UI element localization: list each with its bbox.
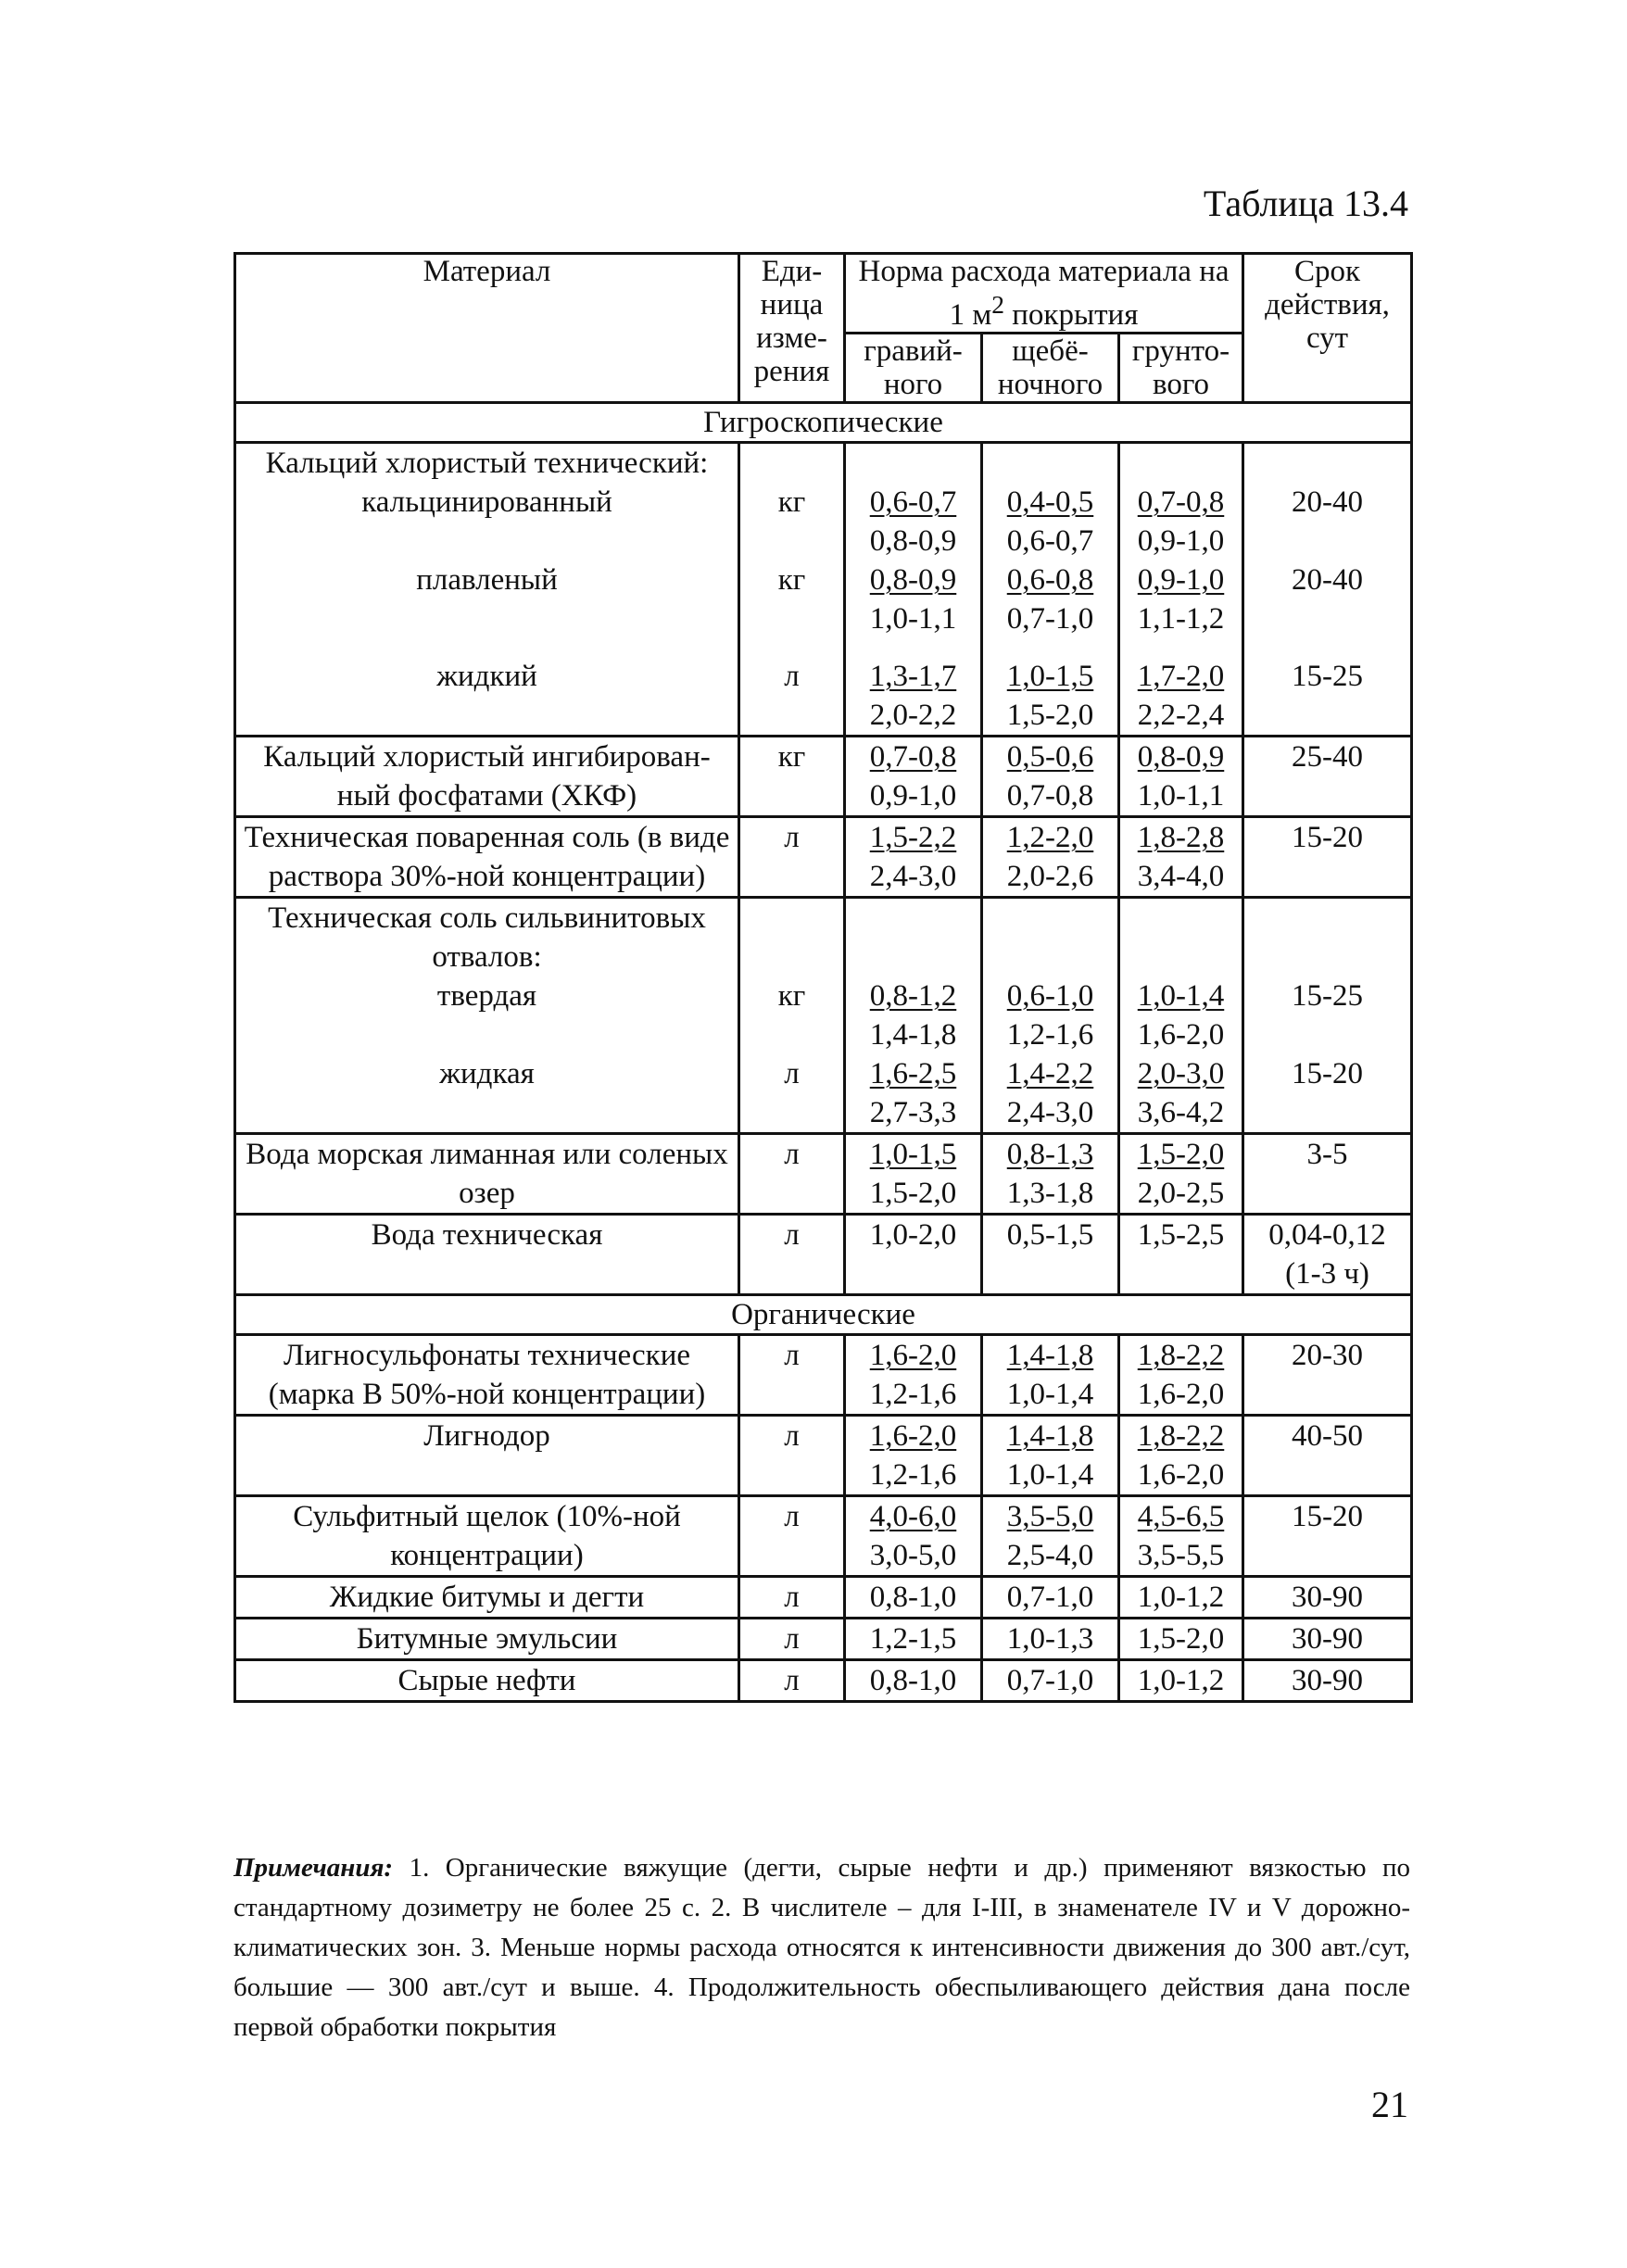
gravel-cell: 0,8-1,0 (845, 1577, 982, 1619)
crushed-cell: 1,4-1,8 1,0-1,4 (982, 1335, 1119, 1416)
unit-cell: кг л (739, 898, 845, 1134)
header-gravel: гравий-ного (845, 334, 982, 403)
gravel-cell: 0,8-1,2 1,4-1,8 1,6-2,5 2,7-3,3 (845, 898, 982, 1134)
crushed-cell: 3,5-5,0 2,5-4,0 (982, 1496, 1119, 1577)
material-cell: Вода техническая (235, 1215, 739, 1295)
material-cell: Лигнодор (235, 1416, 739, 1496)
notes (233, 1848, 1410, 2048)
table-row (235, 898, 1412, 1134)
notes-text: 1. Органические вяжущие (дегти, сырые нефти и др.) применяют вязкостью по стандартному дозиметру не более 25 с. 2. В числителе – для I-III, в знаменателе IV и V дорожно-климатических зон. 3. Меньше нормы расхода относятся к интенсивности движения до 300 авт./сут, большие — 300 авт./сут и выше. 4. Продолжительность обеспыливающего действия дана после первой обработки покрытия (233, 1853, 1410, 2042)
gravel-cell: 1,0-1,5 1,5-2,0 (845, 1134, 982, 1215)
header-ground: грунто-вого (1119, 334, 1243, 403)
material-cell: Вода морская лиманная или соленых озер (235, 1134, 739, 1215)
page-number: 21 (1371, 2084, 1408, 2125)
ground-cell: 1,0-1,4 1,6-2,0 2,0-3,0 3,6-4,2 (1119, 898, 1243, 1134)
material-cell: Жидкие битумы и дегти (235, 1577, 739, 1619)
table-row (235, 1134, 1412, 1215)
crushed-cell: 0,6-1,0 1,2-1,6 1,4-2,2 2,4-3,0 (982, 898, 1119, 1134)
unit-cell: л (739, 1660, 845, 1702)
table-row (235, 817, 1412, 898)
term-cell: 30-90 (1243, 1660, 1412, 1702)
material-cell: Кальций хлористый ингибирован-ный фосфатами (ХКФ) (235, 737, 739, 817)
term-cell: 40-50 (1243, 1416, 1412, 1496)
material-cell: Техническая соль сильвинитовых отвалов: твердая жидкая (235, 898, 739, 1134)
section-organic: Органические (235, 1295, 1412, 1335)
ground-cell: 1,8-2,2 1,6-2,0 (1119, 1416, 1243, 1496)
gravel-cell: 1,2-1,5 (845, 1619, 982, 1660)
crushed-cell: 0,5-0,6 0,7-0,8 (982, 737, 1119, 817)
header-duration: Срок действия, сут (1243, 254, 1412, 403)
material-cell: Техническая поваренная соль (в виде раствора 30%-ной концентрации) (235, 817, 739, 898)
unit-cell: л (739, 1335, 845, 1416)
gravel-cell: 1,6-2,0 1,2-1,6 (845, 1335, 982, 1416)
table-caption: Таблица 13.4 (1203, 183, 1408, 224)
unit-cell: л (739, 1619, 845, 1660)
crushed-cell: 0,7-1,0 (982, 1577, 1119, 1619)
unit-cell: л (739, 1134, 845, 1215)
material-cell: Лигносульфонаты технические (марка В 50%-ной концентрации) (235, 1335, 739, 1416)
crushed-cell: 0,4-0,5 0,6-0,7 0,6-0,8 0,7-1,0 1,0-1,5 1,5-2,0 (982, 443, 1119, 737)
header-unit: Еди-ница изме-рения (739, 254, 845, 403)
table-row (235, 1496, 1412, 1577)
gravel-cell: 0,6-0,7 0,8-0,9 0,8-0,9 1,0-1,1 1,3-1,7 2,0-2,2 (845, 443, 982, 737)
ground-cell: 4,5-6,5 3,5-5,5 (1119, 1496, 1243, 1577)
material-cell: Сульфитный щелок (10%-ной концентрации) (235, 1496, 739, 1577)
crushed-cell: 0,5-1,5 (982, 1215, 1119, 1295)
ground-cell: 1,5-2,0 2,0-2,5 (1119, 1134, 1243, 1215)
term-cell: 15-20 (1243, 1496, 1412, 1577)
gravel-cell: 4,0-6,0 3,0-5,0 (845, 1496, 982, 1577)
table-row (235, 1577, 1412, 1619)
crushed-cell: 1,4-1,8 1,0-1,4 (982, 1416, 1119, 1496)
material-cell: Кальций хлористый технический: кальцинированный плавленый жидкий (235, 443, 739, 737)
header-crushed: щебё-ночного (982, 334, 1119, 403)
unit-cell: л (739, 1577, 845, 1619)
term-cell: 15-20 (1243, 817, 1412, 898)
table-row (235, 1335, 1412, 1416)
header-row (235, 254, 1412, 334)
gravel-cell: 1,6-2,0 1,2-1,6 (845, 1416, 982, 1496)
table-row (235, 1660, 1412, 1702)
material-cell: Сырые нефти (235, 1660, 739, 1702)
term-cell: 0,04-0,12 (1-3 ч) (1243, 1215, 1412, 1295)
term-cell: 30-90 (1243, 1577, 1412, 1619)
table-row (235, 1215, 1412, 1295)
unit-cell: кг (739, 737, 845, 817)
term-cell: 15-25 15-20 (1243, 898, 1412, 1134)
ground-cell: 0,8-0,9 1,0-1,1 (1119, 737, 1243, 817)
section-hygroscopic: Гигроскопические (235, 403, 1412, 443)
unit-cell: л (739, 1416, 845, 1496)
table-row (235, 737, 1412, 817)
ground-cell: 1,5-2,0 (1119, 1619, 1243, 1660)
ground-cell: 1,8-2,2 1,6-2,0 (1119, 1335, 1243, 1416)
section-row (235, 1295, 1412, 1335)
consumption-table (233, 252, 1413, 1703)
gravel-cell: 0,7-0,8 0,9-1,0 (845, 737, 982, 817)
term-cell: 20-40 20-40 15-25 (1243, 443, 1412, 737)
ground-cell: 1,8-2,8 3,4-4,0 (1119, 817, 1243, 898)
table-row (235, 1619, 1412, 1660)
crushed-cell: 1,2-2,0 2,0-2,6 (982, 817, 1119, 898)
unit-cell: л (739, 1215, 845, 1295)
ground-cell: 1,0-1,2 (1119, 1577, 1243, 1619)
header-material: Материал (235, 254, 739, 403)
unit-cell: кг кг л (739, 443, 845, 737)
header-norm-group: Норма расхода материала на 1 $м^2$ покрытия (845, 254, 1243, 334)
gravel-cell: 0,8-1,0 (845, 1660, 982, 1702)
table-row (235, 1416, 1412, 1496)
unit-cell: л (739, 1496, 845, 1577)
notes-label: Примечания: (233, 1853, 394, 1883)
crushed-cell: 1,0-1,3 (982, 1619, 1119, 1660)
ground-cell: 0,7-0,8 0,9-1,0 0,9-1,0 1,1-1,2 1,7-2,0 2,2-2,4 (1119, 443, 1243, 737)
term-cell: 25-40 (1243, 737, 1412, 817)
term-cell: 3-5 (1243, 1134, 1412, 1215)
section-row (235, 403, 1412, 443)
gravel-cell: 1,0-2,0 (845, 1215, 982, 1295)
unit-cell: л (739, 817, 845, 898)
crushed-cell: 0,7-1,0 (982, 1660, 1119, 1702)
ground-cell: 1,5-2,5 (1119, 1215, 1243, 1295)
term-cell: 20-30 (1243, 1335, 1412, 1416)
crushed-cell: 0,8-1,3 1,3-1,8 (982, 1134, 1119, 1215)
term-cell: 30-90 (1243, 1619, 1412, 1660)
table-row (235, 443, 1412, 737)
material-cell: Битумные эмульсии (235, 1619, 739, 1660)
gravel-cell: 1,5-2,2 2,4-3,0 (845, 817, 982, 898)
ground-cell: 1,0-1,2 (1119, 1660, 1243, 1702)
